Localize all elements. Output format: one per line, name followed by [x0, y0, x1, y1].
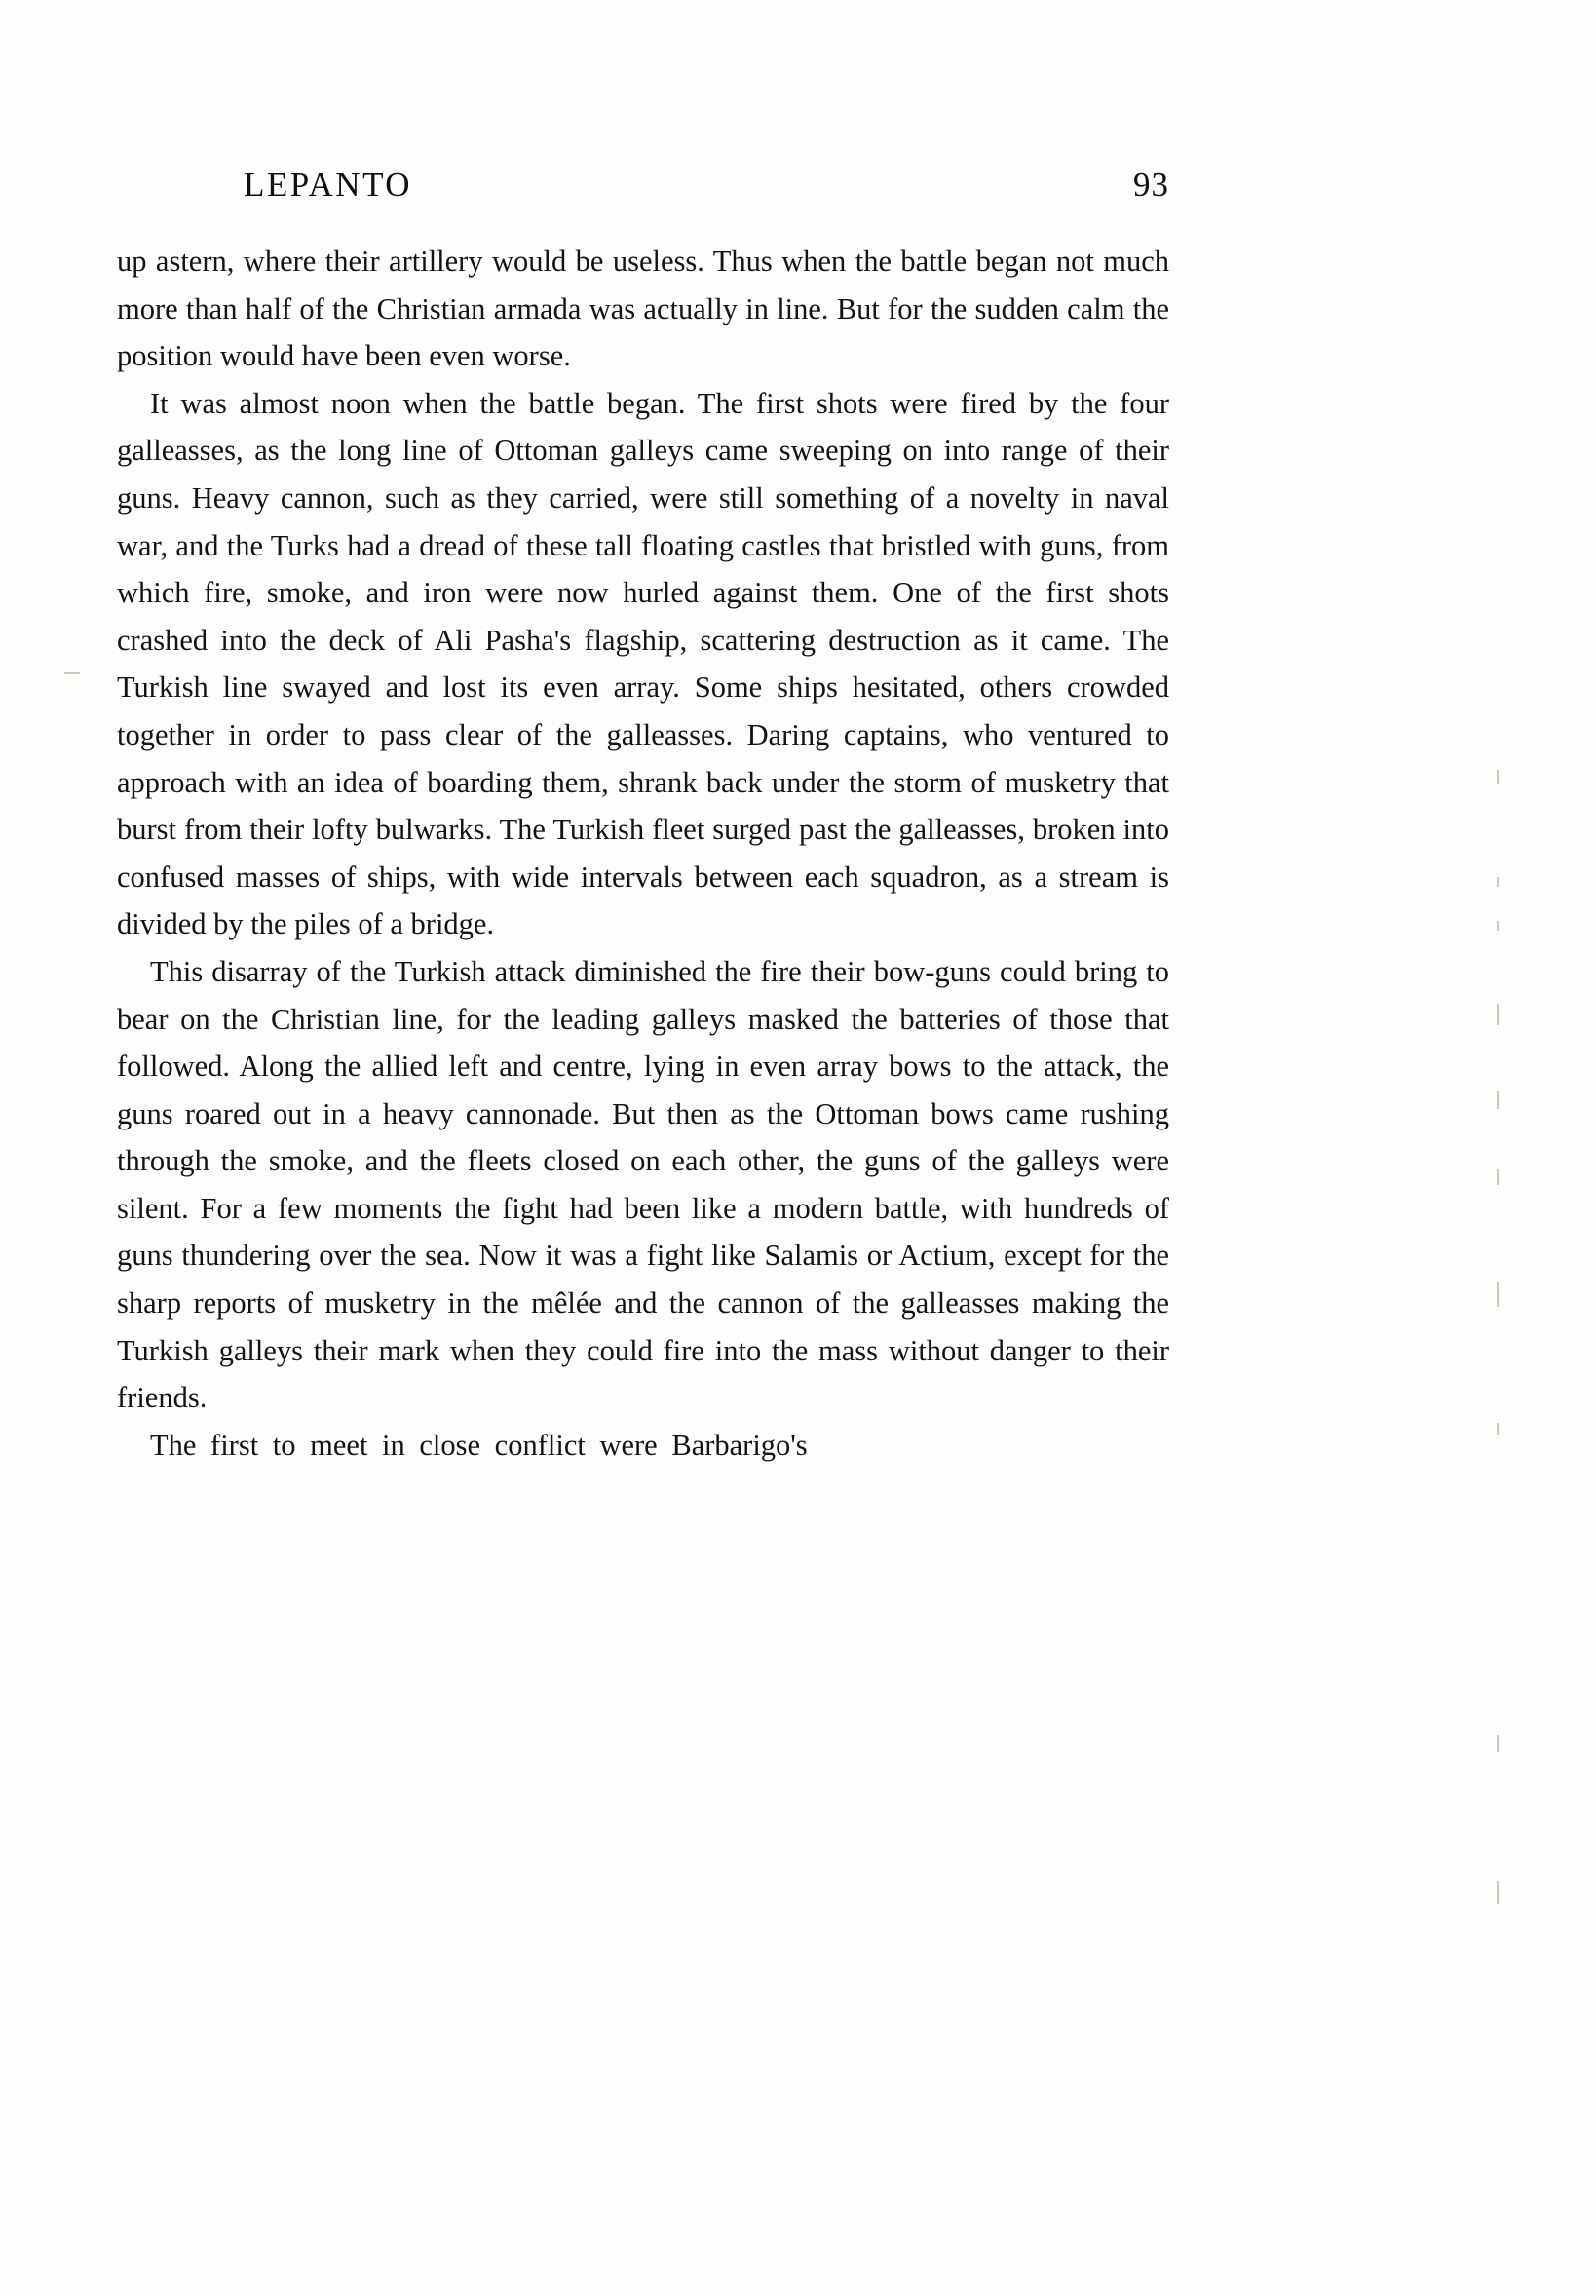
paragraph-1: up astern, where their artillery would be useless. Thus when the battle began not much more than half of the Christian armada was actually in line. But for the sudden calm the position would have been even worse. — [117, 245, 1169, 373]
page-content — [117, 166, 1169, 1469]
paragraph-3: This disarray of the Turkish attack diminished the fire their bow-guns could bring to bear on the Christian line, for the leading galleys masked the batteries of those that followed. Along the allied left and centre, lying in even array bows to the attack, the guns roared out in a heavy cannonade. But then as the Ottoman bows came rushing through the smoke, and the fleets closed on each other, the guns of the galleys were silent. For a few moments the fight had been like a modern battle, with hundreds of guns thundering over the sea. Now it was a fight like Salamis or Actium, except for the sharp reports of musketry in the mêlée and the cannon of the galleasses making the Turkish galleys their mark when they could fire into the mass without danger to their friends. — [117, 954, 1169, 1415]
left-margin-mark — [64, 672, 80, 674]
paragraph-4: The first to meet in close conflict were Barbarigo's — [150, 1428, 808, 1462]
running-head — [117, 166, 1169, 205]
margin-speckle-marks — [1497, 682, 1520, 2047]
page-title: LEPANTO — [244, 166, 413, 204]
page-number: 93 — [1133, 166, 1169, 204]
paragraph-2: It was almost noon when the battle began. The first shots were fired by the four galleasses, as the long line of Ottoman galleys came sweeping on into range of their guns. Heavy cannon, such as they carried, were still something of a novelty in naval war, and the Turks had a dread of these tall floating castles that bristled with guns, from which fire, smoke, and iron were now hurled against them. One of the first shots crashed into the deck of Ali Pasha's flagship, scattering destruction as it came. The Turkish line swayed and lost its even array. Some ships hesitated, others crowded together in order to pass clear of the galleasses. Daring captains, who ventured to approach with an idea of boarding them, shrank back under the storm of musketry that burst from their lofty bulwarks. The Turkish fleet surged past the galleasses, broken into confused masses of ships, with wide intervals between each squadron, as a stream is divided by the piles of a bridge. — [117, 386, 1169, 941]
body-text — [117, 238, 1169, 1469]
